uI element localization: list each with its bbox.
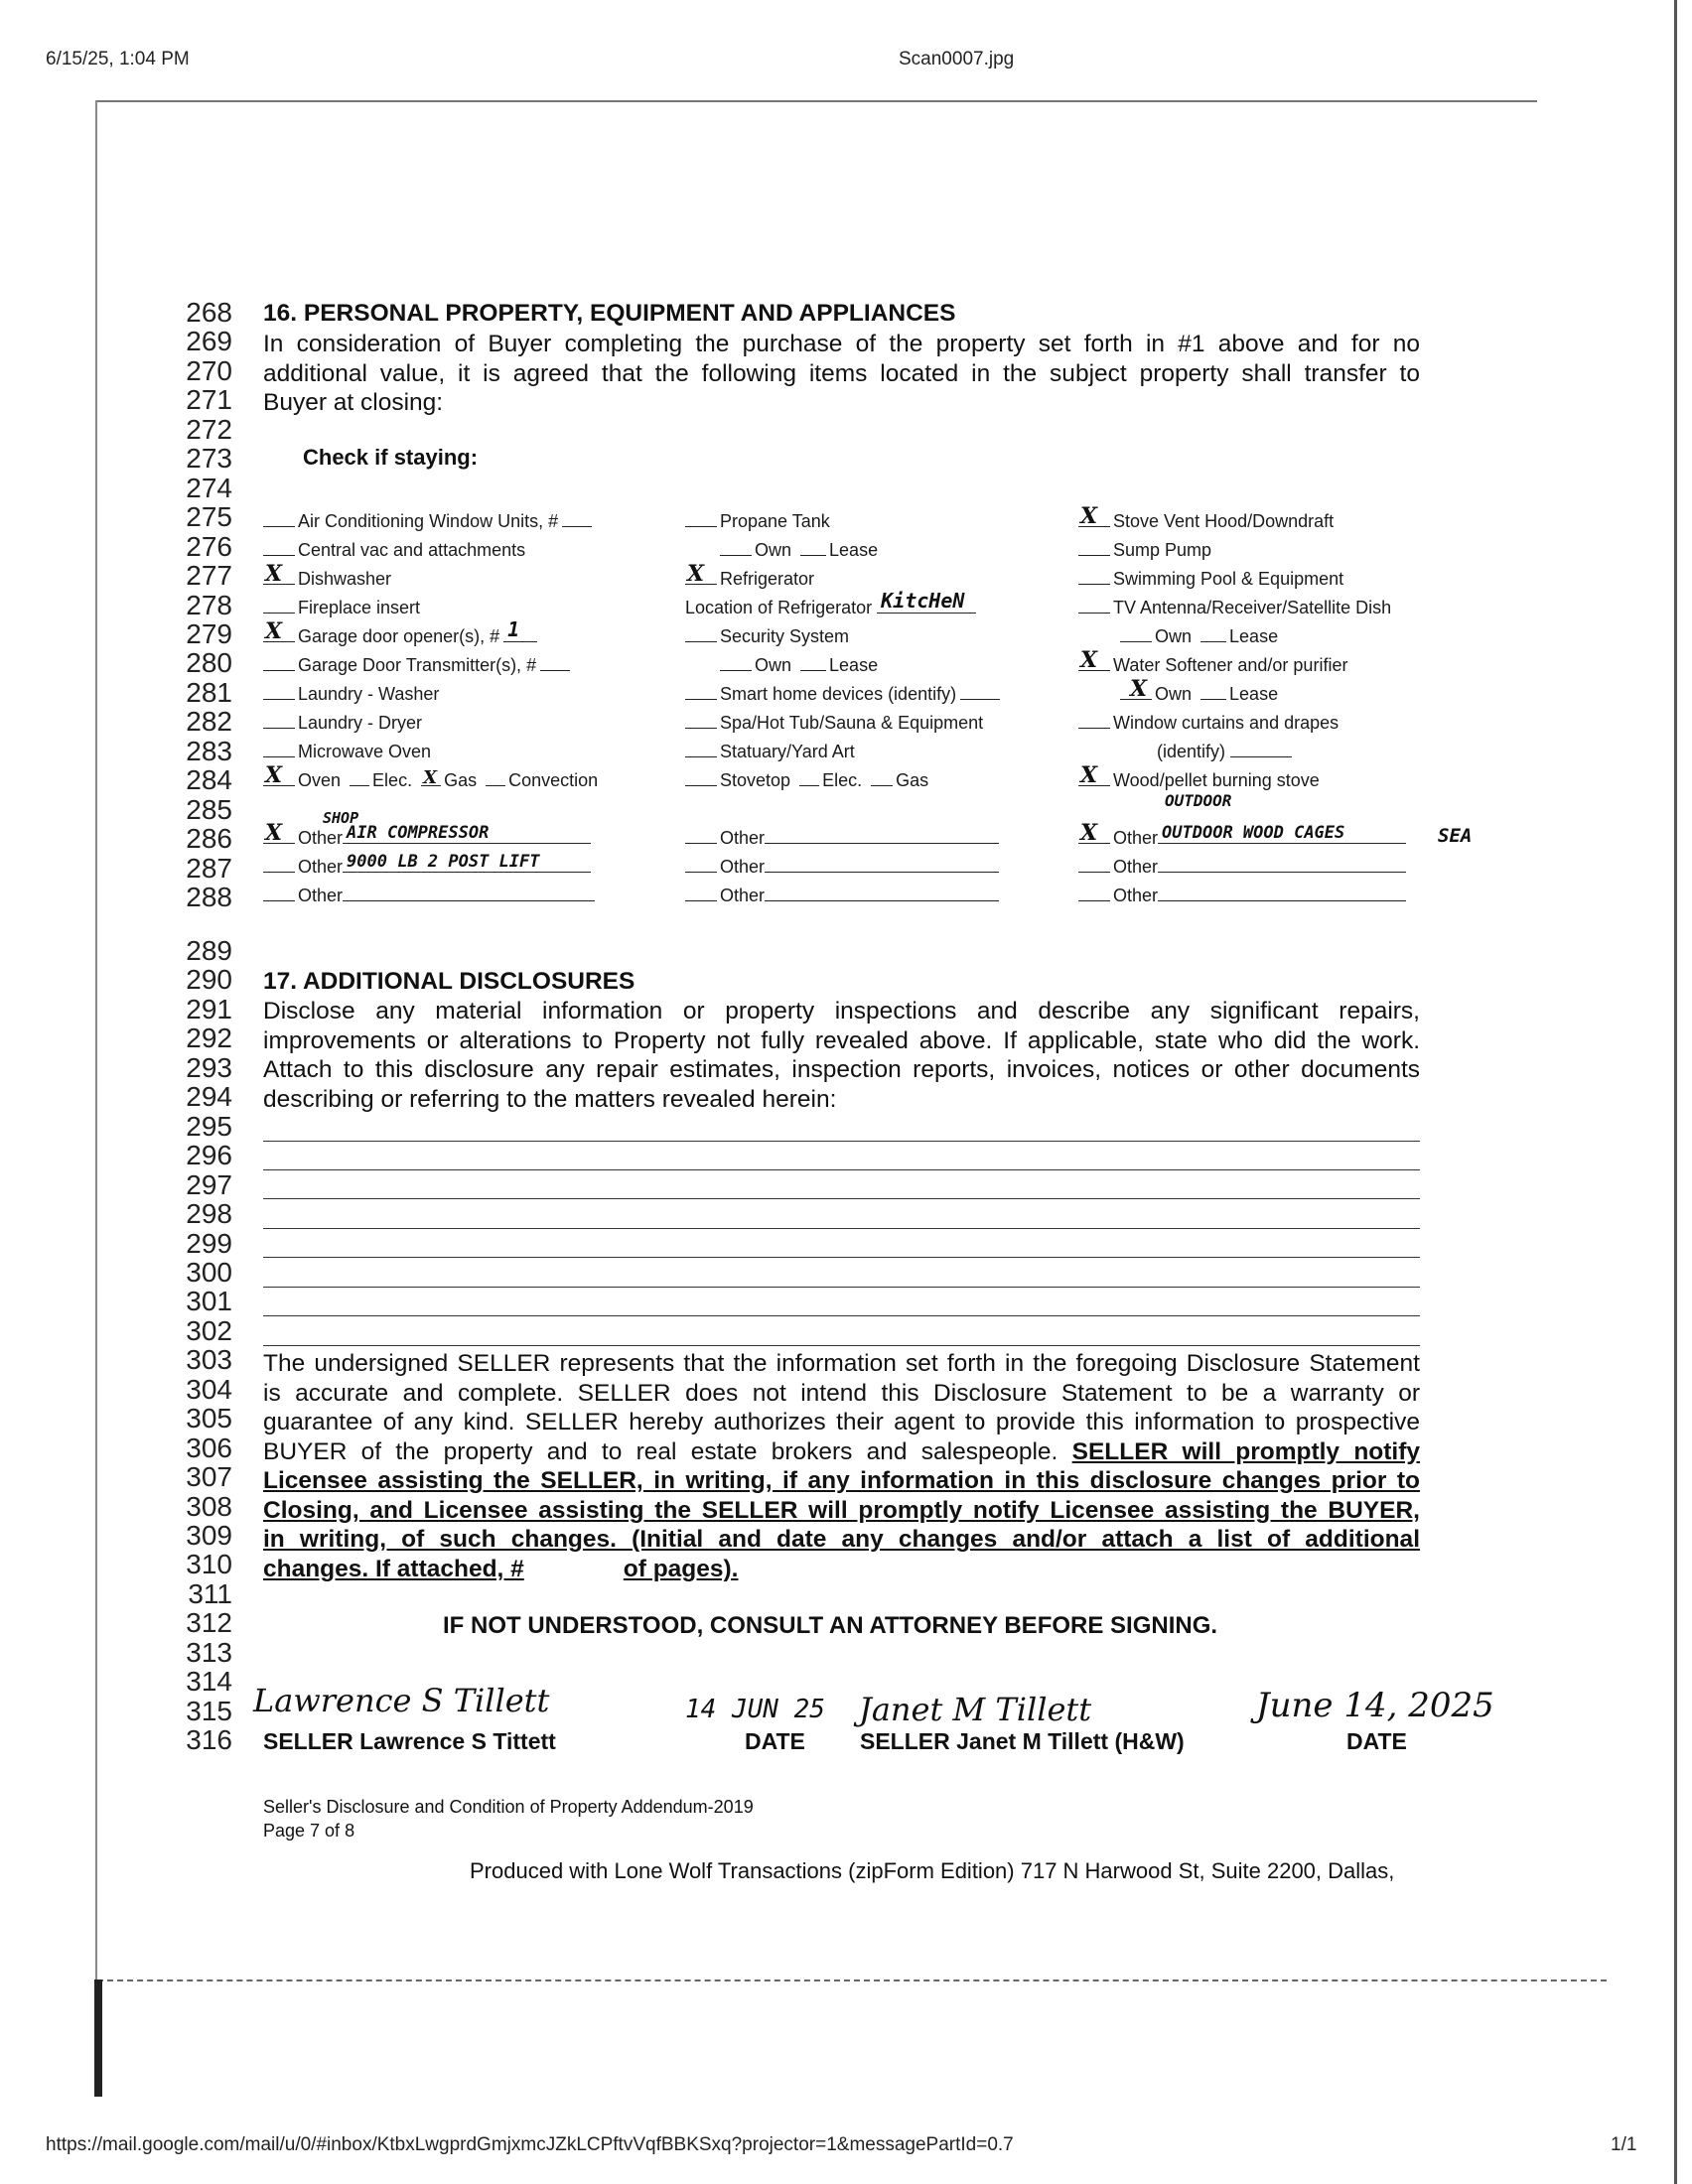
- item-col2-other-2[interactable]: Other: [685, 855, 1002, 878]
- seller1-label: SELLER Lawrence S Tittett: [263, 1728, 556, 1754]
- line-number: 279: [186, 617, 232, 649]
- other1-value: AIR COMPRESSOR: [347, 823, 490, 843]
- item-garage-transmitter[interactable]: Garage Door Transmitter(s), #: [263, 653, 573, 676]
- check-mark: X: [1080, 647, 1098, 673]
- seller2-date-label: DATE: [1346, 1728, 1407, 1754]
- refrigerator-location-value: KitcHeN: [881, 589, 965, 613]
- item-refrigerator[interactable]: X Refrigerator: [687, 561, 815, 589]
- line-number: 272: [186, 413, 232, 445]
- item-window-curtains[interactable]: Window curtains and drapes: [1078, 711, 1339, 734]
- check-mark: X: [1080, 503, 1098, 529]
- other2-value: 9000 LB 2 POST LIFT: [347, 852, 540, 872]
- statement-line4: [263, 1437, 1420, 1467]
- check-mark: X: [265, 561, 283, 587]
- print-url[interactable]: https://mail.google.com/mail/u/0/#inbox/KtbxLwgprdGmjxmcJZkLCPftvVqfBBKSxq?projector=1&messagePartId=0.7: [46, 2134, 1014, 2155]
- statement-line4-bold: SELLER will promptly notify: [1071, 1438, 1420, 1465]
- item-col1-other-3[interactable]: Other: [263, 884, 598, 906]
- line-number: 305: [186, 1403, 232, 1434]
- form-page: Page 7 of 8: [263, 1821, 355, 1841]
- item-microwave[interactable]: Microwave Oven: [263, 740, 431, 762]
- disclosure-blank-line[interactable]: [263, 1257, 1420, 1258]
- disclosure-blank-line[interactable]: [263, 1141, 1420, 1142]
- line-number: 287: [186, 852, 232, 884]
- item-air-conditioning[interactable]: Air Conditioning Window Units, #: [263, 509, 595, 532]
- line-number: 290: [186, 964, 232, 996]
- item-fireplace-insert[interactable]: Fireplace insert: [263, 596, 420, 618]
- line-number: 278: [186, 589, 232, 620]
- scan-corner-bar: [94, 1979, 102, 2097]
- check-mark: X: [1080, 820, 1098, 846]
- line-number: 275: [186, 501, 232, 533]
- line-number: 298: [186, 1198, 232, 1230]
- line-number: 311: [188, 1577, 232, 1609]
- statement-line3: guarantee of any kind. SELLER hereby authorizes their agent to provide this information to prospective: [263, 1409, 1420, 1435]
- line-number: 280: [186, 647, 232, 679]
- line-number: 270: [186, 354, 232, 386]
- line-number: 295: [186, 1110, 232, 1142]
- line-number: 296: [186, 1140, 232, 1171]
- item-smart-home[interactable]: Smart home devices (identify): [685, 682, 1003, 705]
- section17-line2: improvements or alterations to Property not fully revealed above. If applicable, state who did the work.: [263, 1027, 1420, 1054]
- item-col3-other-1[interactable]: X Other OUTDOOR WOOD CAGES: [1078, 826, 1406, 849]
- curtains-identify[interactable]: (identify): [1157, 740, 1295, 762]
- seller2-label: SELLER Janet M Tillett (H&W): [860, 1728, 1185, 1754]
- section17-line4: describing or referring to the matters revealed herein:: [263, 1086, 837, 1113]
- item-col3-other-2[interactable]: Other: [1078, 855, 1409, 878]
- item-water-softener[interactable]: X Water Softener and/or purifier: [1080, 647, 1348, 675]
- check-mark: X: [265, 618, 283, 644]
- line-number: 289: [186, 935, 232, 966]
- item-col2-other-3[interactable]: Other: [685, 884, 1002, 906]
- line-number: 283: [186, 735, 232, 766]
- line-number: 291: [186, 993, 232, 1024]
- statement-bold-line4: [263, 1555, 739, 1584]
- line-number: 292: [186, 1023, 232, 1054]
- line-number: 299: [186, 1227, 232, 1259]
- statement-last-b: of pages).: [623, 1556, 739, 1582]
- attorney-warning: IF NOT UNDERSTOOD, CONSULT AN ATTORNEY BEFORE SIGNING.: [443, 1612, 1218, 1639]
- line-number: 307: [186, 1461, 232, 1493]
- statement-bold-line1: Licensee assisting the SELLER, in writing, if any information in this disclosure changes prior to: [263, 1467, 1420, 1494]
- line-number: 313: [186, 1636, 232, 1668]
- section16-intro-line3: Buyer at closing:: [263, 389, 444, 416]
- garage-opener-count: 1: [507, 617, 520, 641]
- section16-intro-line2: additional value, it is agreed that the following items located in the subject property shall transfer to: [263, 360, 1420, 387]
- line-number: 314: [186, 1666, 232, 1698]
- line-number: 274: [186, 472, 232, 503]
- item-statuary[interactable]: Statuary/Yard Art: [685, 740, 855, 762]
- section16-title: 16. PERSONAL PROPERTY, EQUIPMENT AND APPLIANCES: [263, 300, 956, 327]
- file-title: Scan0007.jpg: [899, 49, 1015, 69]
- produced-by: Produced with Lone Wolf Transactions (zipForm Edition) 717 N Harwood St, Suite 2200, Dallas,: [470, 1858, 1395, 1883]
- statement-bold-line3: in writing, of such changes. (Initial and date any changes and/or attach a list of additional: [263, 1526, 1420, 1553]
- col3-other1-value: OUTDOOR WOOD CAGES: [1162, 823, 1345, 843]
- statement-last-a: changes. If attached, #: [263, 1556, 524, 1582]
- line-number: 276: [186, 530, 232, 562]
- line-number: 293: [186, 1051, 232, 1083]
- item-garage-door-opener[interactable]: X Garage door opener(s), # 1: [263, 624, 537, 647]
- line-number: 281: [186, 676, 232, 708]
- disclosure-blank-line[interactable]: [263, 1198, 1420, 1199]
- item-security-system[interactable]: Security System: [685, 624, 849, 647]
- line-number: 297: [186, 1168, 232, 1200]
- disclosure-blank-line[interactable]: [263, 1345, 1420, 1346]
- item-stove-vent-hood[interactable]: X Stove Vent Hood/Downdraft: [1080, 503, 1335, 531]
- section17-title: 17. ADDITIONAL DISCLOSURES: [263, 968, 635, 995]
- propane-own-lease[interactable]: Own Lease: [720, 538, 878, 561]
- line-number: 310: [186, 1549, 232, 1580]
- line-number: 312: [186, 1607, 232, 1639]
- print-page-count: 1/1: [1611, 2134, 1637, 2155]
- line-number: 300: [186, 1256, 232, 1288]
- statement-line4-plain: BUYER of the property and to real estate brokers and salespeople.: [263, 1438, 1058, 1465]
- item-laundry-washer[interactable]: Laundry - Washer: [263, 682, 439, 705]
- line-number: 308: [186, 1490, 232, 1522]
- other1-note-shop: SHOP: [323, 809, 359, 827]
- seller1-date-label: DATE: [745, 1728, 805, 1754]
- seller2-signature[interactable]: Janet M Tillett: [859, 1691, 1092, 1728]
- seller1-signature[interactable]: Lawrence S Tillett: [253, 1682, 550, 1719]
- line-number: 309: [186, 1520, 232, 1551]
- item-tv-antenna[interactable]: TV Antenna/Receiver/Satellite Dish: [1078, 596, 1391, 618]
- col3-other1-extra: SEA: [1438, 825, 1473, 847]
- scan-left-edge: [95, 100, 97, 1986]
- item-propane-tank[interactable]: Propane Tank: [685, 509, 830, 532]
- form-name: Seller's Disclosure and Condition of Property Addendum-2019: [263, 1797, 754, 1817]
- section17-line3: Attach to this disclosure any repair estimates, inspection reports, invoices, notices or other documents: [263, 1056, 1420, 1083]
- refrigerator-location[interactable]: Location of Refrigerator KitcHeN: [685, 596, 976, 618]
- section17-line1: Disclose any material information or property inspections and describe any significant repairs,: [263, 998, 1420, 1024]
- line-number: 284: [186, 764, 232, 796]
- line-number: 302: [186, 1314, 232, 1346]
- item-col3-other-3[interactable]: Other: [1078, 884, 1409, 906]
- check-mark: X: [1130, 676, 1148, 702]
- item-stovetop[interactable]: Stovetop Elec. Gas: [685, 768, 928, 791]
- line-number: 268: [186, 297, 232, 328]
- check-if-staying-label: Check if staying:: [303, 445, 479, 470]
- section16-intro-line1: In consideration of Buyer completing the purchase of the property set forth in #1 above and for no: [263, 331, 1420, 357]
- statement-line2: is accurate and complete. SELLER does not intend this Disclosure Statement to be a warranty or: [263, 1380, 1420, 1407]
- scan-right-edge: [1674, 0, 1677, 2184]
- check-mark: X: [1080, 762, 1098, 788]
- line-number: 277: [186, 560, 232, 592]
- check-mark: X: [265, 820, 283, 846]
- item-dishwasher[interactable]: X Dishwasher: [265, 561, 392, 589]
- line-number: 294: [186, 1081, 232, 1113]
- item-oven[interactable]: X Oven Elec. X Gas Convection: [265, 762, 599, 790]
- item-spa[interactable]: Spa/Hot Tub/Sauna & Equipment: [685, 711, 983, 734]
- line-number: 285: [186, 793, 232, 825]
- tv-own-lease[interactable]: Own Lease: [1120, 624, 1278, 647]
- line-number: 286: [186, 823, 232, 855]
- line-number: 269: [186, 326, 232, 357]
- check-mark: X: [687, 561, 705, 587]
- seller2-date-value[interactable]: June 14, 2025: [1256, 1686, 1494, 1725]
- line-number: 282: [186, 706, 232, 738]
- print-datetime: 6/15/25, 1:04 PM: [46, 49, 190, 69]
- line-number: 304: [186, 1373, 232, 1405]
- item-col2-other-1[interactable]: Other: [685, 826, 1002, 849]
- statement-line1: The undersigned SELLER represents that the information set forth in the foregoing Disclosure Statement: [263, 1350, 1420, 1377]
- disclosure-blank-line[interactable]: [263, 1228, 1420, 1229]
- item-central-vac[interactable]: Central vac and attachments: [263, 538, 525, 561]
- line-number: 303: [186, 1344, 232, 1376]
- item-wood-stove[interactable]: X Wood/pellet burning stove: [1080, 762, 1320, 790]
- line-number: 316: [186, 1724, 232, 1756]
- statement-bold-line2: Closing, and Licensee assisting the SELLER will promptly notify Licensee assisting the BUYER,: [263, 1497, 1420, 1524]
- item-sump-pump[interactable]: Sump Pump: [1078, 538, 1211, 561]
- scan-top-edge: [97, 100, 1537, 102]
- line-number: 273: [186, 443, 232, 475]
- disclosure-blank-line[interactable]: [263, 1315, 1420, 1316]
- security-own-lease[interactable]: Own Lease: [720, 653, 878, 676]
- item-col1-other-1[interactable]: X Other AIR COMPRESSOR: [263, 826, 591, 849]
- scan-bottom-edge: [97, 1979, 1607, 1981]
- wood-stove-note: OUTDOOR: [1165, 791, 1232, 810]
- line-number: 288: [186, 882, 232, 912]
- softener-own-lease[interactable]: X Own Lease: [1120, 682, 1278, 705]
- disclosure-blank-line[interactable]: [263, 1169, 1420, 1170]
- check-mark: X: [265, 762, 283, 788]
- line-number: 301: [186, 1286, 232, 1317]
- disclosure-blank-line[interactable]: [263, 1287, 1420, 1288]
- item-laundry-dryer[interactable]: Laundry - Dryer: [263, 711, 422, 734]
- item-swimming-pool[interactable]: Swimming Pool & Equipment: [1078, 567, 1343, 590]
- line-number: 271: [186, 384, 232, 416]
- item-col1-other-2[interactable]: Other 9000 LB 2 POST LIFT: [263, 855, 591, 878]
- check-mark: X: [423, 767, 438, 788]
- seller1-date-value[interactable]: 14 JUN 25: [685, 1695, 825, 1724]
- line-number: 315: [186, 1695, 232, 1726]
- line-number: 306: [186, 1432, 232, 1463]
